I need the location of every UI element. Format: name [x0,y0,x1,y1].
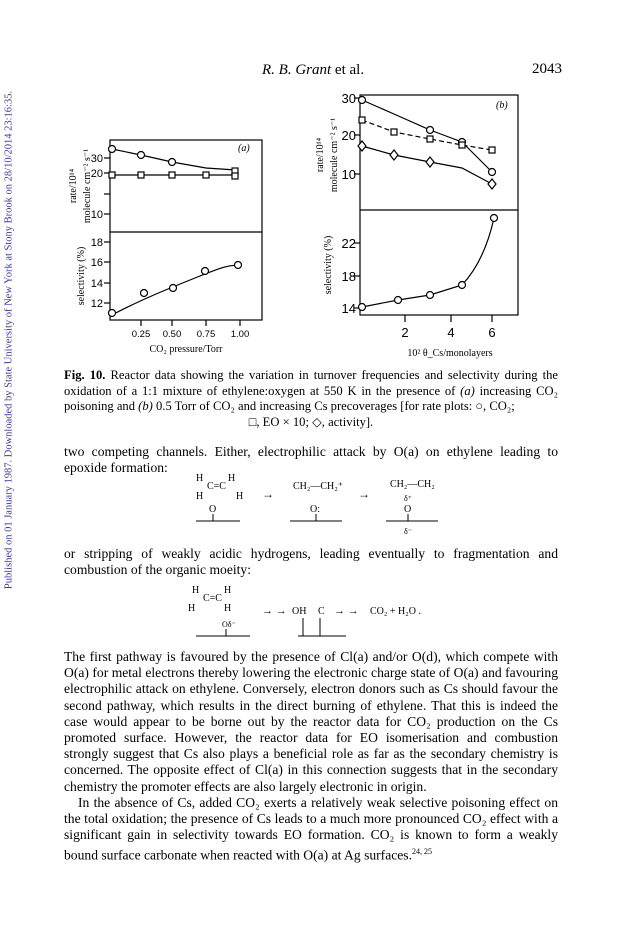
svg-text:→ →: → → [262,605,287,617]
b-point [489,147,495,153]
svg-text:CH₂—CH₂⁺: CH₂—CH₂⁺ [293,481,344,492]
svg-text:H: H [192,585,200,596]
svg-text:20: 20 [90,168,103,180]
figure-caption: Fig. 10. Reactor data showing the variation in turnover frequencies and selectivity during the oxidation of a 1:1 mixture of ethylene:oxygen at 550 K in the presence of (a) increasing CO₂ poisoning and (b) 0.5 Torr of CO₂ and increasing Cs precoverages [for rate plots: ○, CO₂; □, EO × 10; ◇, activity]. [64,368,558,429]
svg-text:0.75: 0.75 [196,329,216,340]
b-point [426,157,434,167]
a-point [232,173,238,179]
svg-text:CH₂—CH₂: CH₂—CH₂ [390,479,435,490]
svg-text:18: 18 [90,237,103,249]
panel-b-ylabel-rate-units: molecule cm⁻² s⁻¹ [329,117,340,193]
a-point [203,172,209,178]
svg-text:12: 12 [90,298,103,310]
svg-text:20: 20 [341,128,356,143]
svg-text:1.00: 1.00 [230,329,250,340]
svg-text:OH: OH [292,606,307,617]
b-point [459,282,466,289]
a-point [202,268,209,275]
panel-a-frame [110,140,262,320]
svg-text:C=C: C=C [203,593,222,604]
svg-text:H: H [196,473,204,484]
svg-text:→ →: → → [334,605,359,617]
panel-b-label: (b) [496,100,508,111]
b-point [359,97,366,104]
a-point [235,262,242,269]
panel-a-ylabel-rate: rate/10¹⁴ [68,168,79,204]
svg-text:6: 6 [488,325,496,340]
svg-text:0.25: 0.25 [131,329,151,340]
svg-text:δ⁺: δ⁺ [404,494,412,503]
panel-b-xticks [401,325,495,340]
svg-text:C: C [318,606,325,617]
b-point [359,117,365,123]
svg-text:C=C: C=C [207,481,226,492]
panel-a-ylabel-rate-units: molecule cm⁻² s⁻¹ [82,148,93,224]
svg-text:O: O [404,504,412,515]
svg-text:H: H [224,585,232,596]
b-point [488,179,496,189]
b-point [427,127,434,134]
b-point [391,129,397,135]
a-point [169,159,176,166]
a-point [109,172,115,178]
svg-text:→: → [262,487,274,501]
svg-text:H: H [228,473,236,484]
panel-a-ylabel-sel: selectivity (%) [76,246,87,306]
panel-a-xticks [132,329,250,340]
scheme-1 [196,473,438,536]
svg-text:O: O [209,504,217,515]
paragraph-3: The first pathway is favoured by the presence of Cl(a) and/or O(d), which compete with O(a) for metal electrons thereby lowering the electronic charge state of O(a) and favouring electrophilic attack on ethylene. Conversely, electron donors such as Cs should favour the second pathway, which results in the direct burning of ethylene. That this is indeed the case would appear to be borne out by the reactor data for CO₂ production on the Cs promoted surface. However, the reactor data for EO isomerisation and combustion strongly suggest that Cs also plays a beneficial role as far as the secondary chemistry is concerned. The opposite effect of Cl(a) in this connection suggests that in the secondary chemistry the promoter effects are also largely electronic in origin. [64,649,558,794]
svg-text:0.50: 0.50 [162,329,182,340]
b-point [390,150,398,160]
panel-b [354,95,518,322]
svg-text:10: 10 [341,167,356,182]
a-point [109,310,116,317]
svg-text:14: 14 [90,278,103,290]
b-point [358,141,366,151]
b-point [491,215,498,222]
panel-a-label: (a) [238,143,250,154]
a-point [170,285,177,292]
running-header-authors: R. B. Grant et al. [262,62,365,78]
b-point [427,136,433,142]
svg-text:4: 4 [447,325,455,340]
svg-text:→: → [358,487,370,501]
page-number: 2043 [532,61,562,77]
b-series-eo [362,120,492,150]
b-point [459,142,465,148]
scheme-2 [188,585,421,636]
panel-a-xlabel: CO₂ pressure/Torr [149,344,223,355]
panel-b-yticks [342,91,356,316]
svg-text:Oδ⁻: Oδ⁻ [222,620,236,629]
svg-text:18: 18 [341,269,356,284]
b-point [395,297,402,304]
panel-a [104,140,262,326]
panel-b-ylabel-rate: rate/10¹⁴ [315,137,326,173]
b-point [359,304,366,311]
b-point [489,169,496,176]
svg-text:30: 30 [90,153,103,165]
panel-b-frame [360,95,518,315]
svg-text:O:: O: [310,504,320,515]
b-point [427,292,434,299]
svg-text:H: H [196,491,204,502]
a-point [141,290,148,297]
svg-text:δ⁻: δ⁻ [404,527,412,536]
svg-text:14: 14 [341,301,356,316]
paragraph-2: or stripping of weakly acidic hydrogens, leading eventually to fragmentation and combustion of the organic moeity: [64,546,558,578]
a-point [169,172,175,178]
svg-text:H: H [224,603,232,614]
paragraph-4: In the absence of Cs, added CO₂ exerts a relatively weak selective poisoning effect on the total oxidation; the presence of Cs leads to a much more pronounced CO₂ effect with a significant gain in selectivity towards EO formation. CO₂ is known to form a weakly bound surface carbonate when reacted with O(a) at Ag surfaces.$^{24, 25}$ [64,795,558,863]
svg-text:2: 2 [401,325,409,340]
svg-text:10: 10 [90,209,103,221]
svg-text:CO₂ + H₂O .: CO₂ + H₂O . [370,606,421,617]
svg-text:22: 22 [341,236,356,251]
a-point [109,146,116,153]
svg-text:30: 30 [341,91,356,106]
a-point [138,172,144,178]
svg-text:H: H [188,603,196,614]
panel-b-xlabel: 10² θ_Cs/monolayers [407,348,493,359]
a-point [138,152,145,159]
svg-text:H: H [236,491,244,502]
svg-text:16: 16 [90,257,103,269]
panel-b-ylabel-sel: selectivity (%) [323,235,334,295]
provenance-sidebar: Published on 01 January 1987. Downloaded by State University of New York at Stony Brook on 28/10/2014 23:16:35. [3,90,15,590]
paragraph-1: two competing channels. Either, electrophilic attack by O(a) on ethylene leading to epoxide formation: [64,444,558,476]
